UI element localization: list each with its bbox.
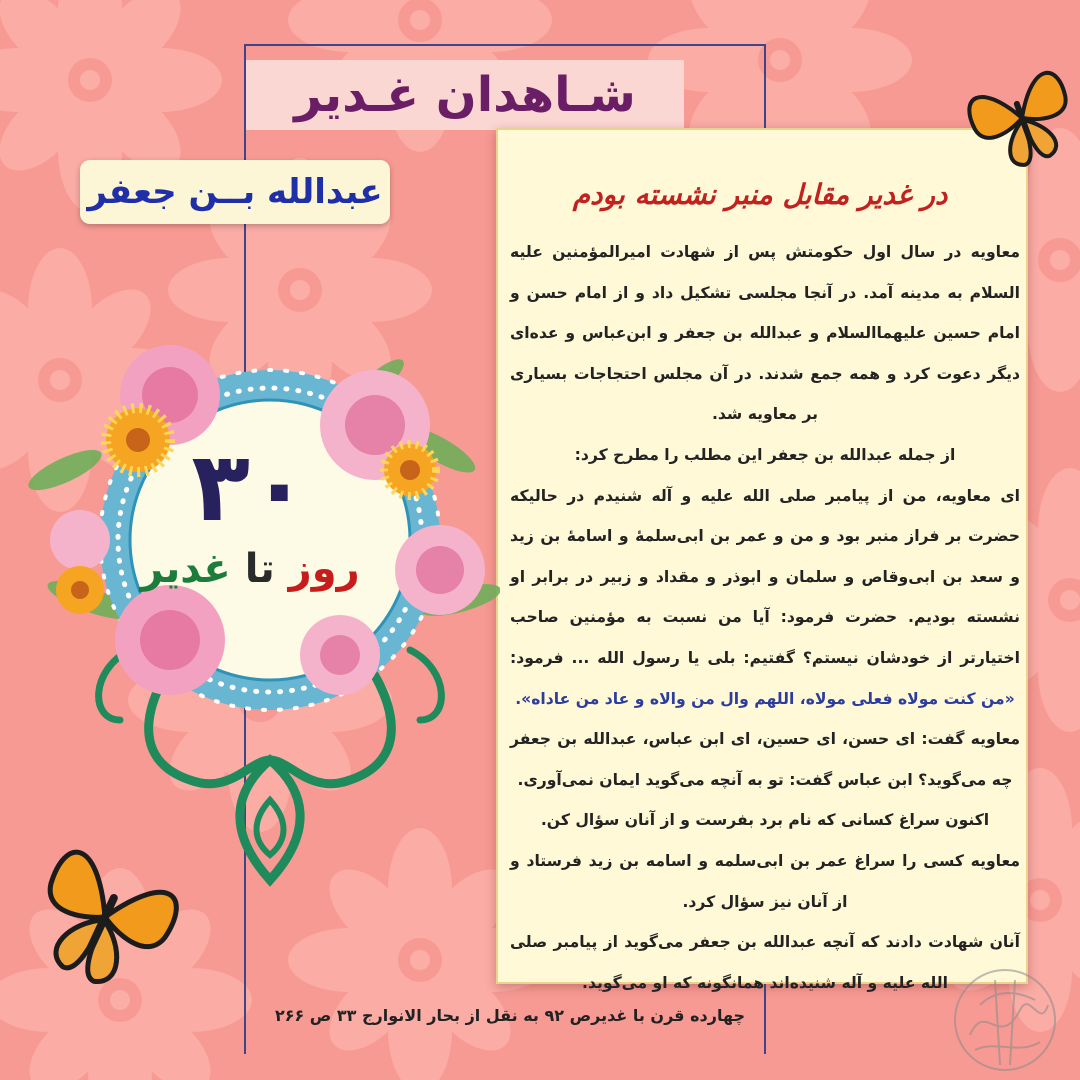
flower-wreath [20,340,500,900]
paragraph-text: ای معاویه، من از پیامبر صلی الله علیه و آله شنیدم در حالیکه حضرت بر فراز منبر بود و من و عمر بن ابی‌سلمهٔ و اسامهٔ بن زید و سعد بن ابی‌وقاص و سلمان و ابوذر و مقداد و زبیر در برابر او نشسته بودیم. حضرت فرمود: آیا من نسبت به مؤمنین صاحب اختیارتر از خودشان نیستم؟ گفتیم: بلی یا رسول الله ... فرمود: [510,486,1020,667]
butterfly-icon [964,58,1080,178]
paragraph: از جمله عبدالله بن جعفر این مطلب را مطرح کرد: [574,445,956,464]
countdown-number: ۳۰ [191,431,309,543]
paragraph [510,476,1020,720]
source-citation: چهارده قرن با غدیرص ۹۲ به نقل از بحار الانوارج ۳۳ ص ۲۶۶ [274,1006,746,1025]
hadith-quote: «من کنت مولاه فعلی مولاه، اللهم وال من والاه و عاد من عاداه». [515,689,1015,708]
card-heading: در غدیر مقابل منبر نشسته بودم [572,178,948,211]
paragraph: معاویه کسی را سراغ عمر بن ابی‌سلمه و اسامه بن زید فرستاد و از آنان نیز سؤال کرد. [510,851,1020,911]
title-banner [246,60,684,130]
countdown-label [120,546,380,592]
butterfly-icon [30,832,180,1002]
calligraphy-logo [940,960,1070,1075]
paragraph: آنان شهادت دادند که آنچه عبدالله بن جعفر می‌گوید از پیامبر صلی الله علیه و آله شنیده‌اند همانگونه که او می‌گوید. [510,933,1020,992]
countdown-word: روز [288,546,360,592]
person-name: عبدالله بــن جعفر [87,172,383,212]
paragraph: معاویه در سال اول حکومتش پس از شهادت امیرالمؤمنین علیه السلام به مدینه آمد. در آنجا مجلسی تشکیل داد و از امام حسن و امام حسین علیهماالسلام و عبدالله بن جعفر و ابن‌عباس و عده‌ای دیگر دعوت کرد و همه جمع شدند. در آن مجلس احتجاجات بسیاری بر معاویه شد. [510,243,1020,424]
paragraph: اکنون سراغ کسانی که نام برد بفرست و از آنان سؤال کن. [540,811,990,830]
countdown-word: تا [244,546,275,592]
page-title: شـاهدان غـدیر [294,67,636,123]
countdown-word: غدیر [140,546,231,592]
card-body [510,232,1020,1003]
subtitle-pill [80,160,390,224]
paragraph: معاویه گفت: ای حسن، ای حسین، ای ابن عباس، عبدالله بن جعفر چه می‌گوید؟ ابن عباس گفت: تو به آنچه می‌گوید ایمان نمی‌آوری. [510,730,1020,789]
